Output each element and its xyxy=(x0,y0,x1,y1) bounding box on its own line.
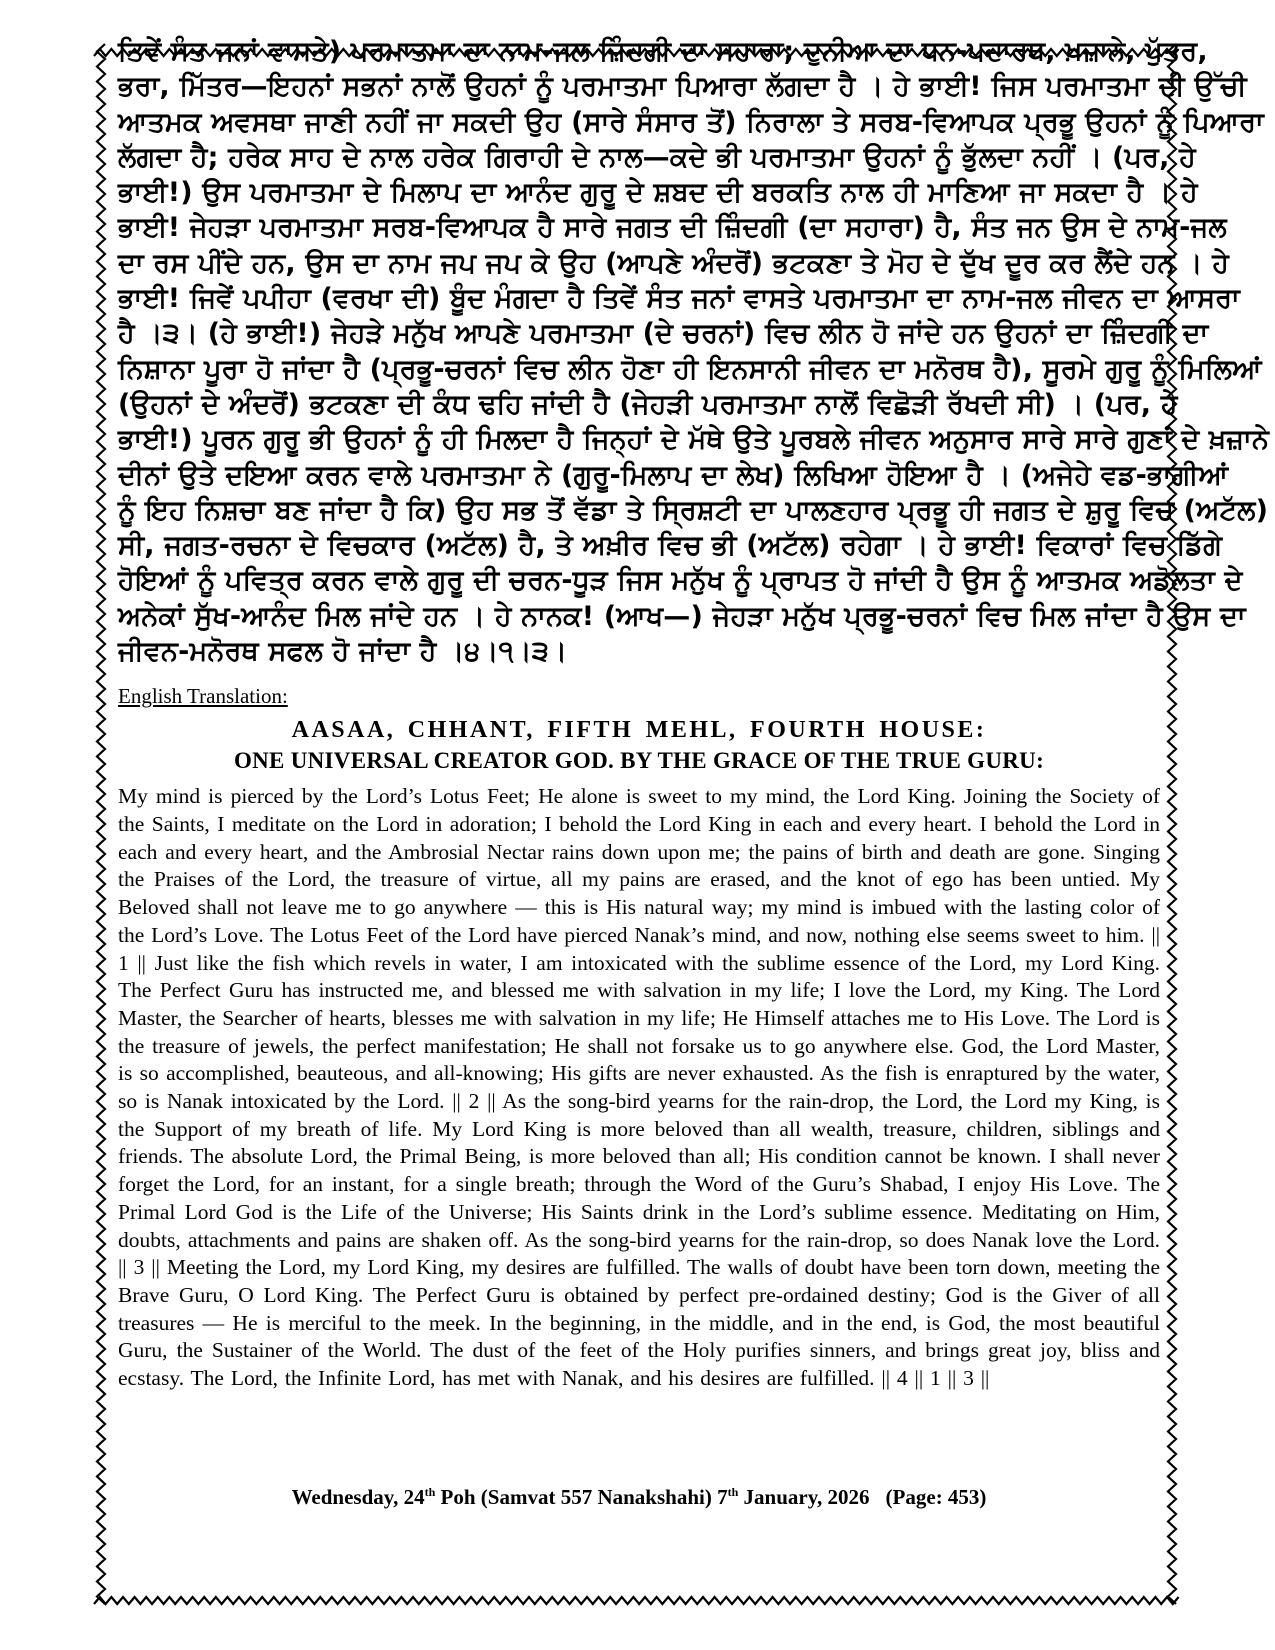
gurmukhi-line: ਸੀ, ਜਗਤ-ਰਚਨਾ ਦੇ ਵਿਚਕਾਰ (ਅਟੱਲ) ਹੈ, ਤੇ ਅਖ਼ੀਰ ਵਿਚ ਭੀ (ਅਟੱਲ) ਰਹੇਗਾ । ਹੇ ਭਾਈ! ਵਿਕਾਰਾਂ ਵਿਚ ਡਿੱਗੇ xyxy=(118,530,1223,562)
footer-ordinal: th xyxy=(424,1485,436,1499)
footer-date-part: January, 2026 xyxy=(738,1485,870,1509)
zigzag-border-left xyxy=(94,44,108,1604)
footer-date-part: Wednesday, 24 xyxy=(291,1485,425,1509)
gurmukhi-line: ਨੂੰ ਇਹ ਨਿਸ਼ਚਾ ਬਣ ਜਾਂਦਾ ਹੈ ਕਿ) ਉਹ ਸਭ ਤੋਂ ਵੱਡਾ ਤੇ ਸ੍ਰਿਸ਼ਟੀ ਦਾ ਪਾਲਣਹਾਰ ਪ੍ਰਭੂ ਹੀ ਜਗਤ ਦੇ ਸ਼ੁਰੂ ਵਿਚ (ਅਟੱਲ) xyxy=(118,494,1269,526)
gurmukhi-line: ਭਾਈ! ਜੇਹੜਾ ਪਰਮਾਤਮਾ ਸਰਬ-ਵਿਆਪਕ ਹੈ ਸਾਰੇ ਜਗਤ ਦੀ ਜ਼ਿੰਦਗੀ (ਦਾ ਸਹਾਰਾ) ਹੈ, ਸੰਤ ਜਨ ਉਸ ਦੇ ਨਾਮ-ਜਲ xyxy=(118,212,1227,244)
page-content xyxy=(118,34,1270,1393)
gurmukhi-line: ਅਨੇਕਾਂ ਸੁੱਖ-ਆਨੰਦ ਮਿਲ ਜਾਂਦੇ ਹਨ । ਹੇ ਨਾਨਕ! (ਆਖ—) ਜੇਹੜਾ ਮਨੁੱਖ ਪ੍ਰਭੂ-ਚਰਨਾਂ ਵਿਚ ਮਿਲ ਜਾਂਦਾ ਹੈ ਉਸ ਦਾ xyxy=(118,600,1246,632)
gurmukhi-line: ਭਾਈ!) ਉਸ ਪਰਮਾਤਮਾ ਦੇ ਮਿਲਾਪ ਦਾ ਆਨੰਦ ਗੁਰੂ ਦੇ ਸ਼ਬਦ ਦੀ ਬਰਕਤਿ ਨਾਲ ਹੀ ਮਾਣਿਆ ਜਾ ਸਕਦਾ ਹੈ । ਹੇ xyxy=(118,177,1198,209)
page-number: (Page: 453) xyxy=(885,1485,987,1509)
zigzag-border-bottom xyxy=(94,1592,1178,1606)
shabad-heading: AASAA, CHHANT, FIFTH MEHL, FOURTH HOUSE: xyxy=(291,717,987,744)
gurmukhi-line: ਹੋਇਆਂ ਨੂੰ ਪਵਿਤ੍ਰ ਕਰਨ ਵਾਲੇ ਗੁਰੂ ਦੀ ਚਰਨ-ਧੂੜ ਜਿਸ ਮਨੁੱਖ ਨੂੰ ਪ੍ਰਾਪਤ ਹੋ ਜਾਂਦੀ ਹੈ ਉਸ ਨੂੰ ਆਤਮਕ ਅਡੋਲਤਾ ਦੇ xyxy=(118,565,1243,597)
footer-ordinal: th xyxy=(727,1485,739,1499)
gurmukhi-commentary xyxy=(118,34,1270,669)
mool-mantar-heading: ONE UNIVERSAL CREATOR GOD. BY THE GRACE OF THE TRUE GURU: xyxy=(233,748,1045,774)
gurmukhi-line: ਜੀਵਨ-ਮਨੋਰਥ ਸਫਲ ਹੋ ਜਾਂਦਾ ਹੈ ।੪।੧।੩। xyxy=(118,636,568,668)
gurmukhi-line: ਭਾਈ!) ਪੂਰਨ ਗੁਰੂ ਭੀ ਉਹਨਾਂ ਨੂੰ ਹੀ ਮਿਲਦਾ ਹੈ ਜਿਨ੍ਹਾਂ ਦੇ ਮੱਥੇ ਉਤੇ ਪੂਰਬਲੇ ਜੀਵਨ ਅਨੁਸਾਰ ਸਾਰੇ ਸਾਰੇ ਗੁਣਾਂ ਦੇ ਖ਼ਜ਼ਾਨੇ xyxy=(118,424,1270,456)
footer-date-part: Poh (Samvat 557 Nanakshahi) 7 xyxy=(435,1485,728,1509)
english-translation-body: My mind is pierced by the Lord’s Lotus Feet; He alone is sweet to my mind, the Lord King. Joining the Society of the Saints, I meditate on the Lord in adoration; I behold the Lord King in each and every heart. I behold the Lord in each and every heart, and the Ambrosial Nectar rains down upon me; the pains of birth and death are gone. Singing the Praises of the Lord, the treasure of virtue, all my pains are erased, and the knot of ego has been untied. My Beloved shall not leave me to go anywhere — this is His natural way; my mind is imbued with the lasting color of the Lord’s Love. The Lotus Feet of the Lord have pierced Nanak’s mind, and now, nothing else seems sweet to him. || 1 || Just like the fish which revels in water, I am intoxicated with the sublime essence of the Lord, my Lord King. The Perfect Guru has instructed me, and blessed me with salvation in my life; I love the Lord, my King. The Lord Master, the Searcher of hearts, blesses me with salvation in my life; He Himself attaches me to His Love. The Lord is the treasure of jewels, the perfect manifestation; He shall not forsake us to go anywhere else. God, the Lord Master, is so accomplished, beauteous, and all-knowing; His gifts are never exhausted. As the fish is enraptured by the water, so is Nanak intoxicated by the Lord. || 2 || As the song-bird yearns for the rain-drop, the Lord, the Lord my King, is the Support of my breath of life. My Lord King is more beloved than all wealth, treasure, children, siblings and friends. The absolute Lord, the Primal Being, is more beloved than all; His condition cannot be known. I shall never forget the Lord, for an instant, for a single breath; through the Word of the Guru’s Shabad, I enjoy His Love. The Primal Lord God is the Life of the Universe; His Saints drink in the Lord’s sublime essence. Meditating on Him, doubts, attachments and pains are shaken off. As the song-bird yearns for the rain-drop, so does Nanak love the Lord. || 3 || Meeting the Lord, my Lord King, my desires are fulfilled. The walls of doubt have been torn down, meeting the Brave Guru, O Lord King. The Perfect Guru is obtained by perfect pre-ordained destiny; God is the Giver of all treasures — He is merciful to the meek. In the beginning, in the middle, and in the end, is God, the most beautiful Guru, the Sustainer of the World. The dust of the feet of the Holy purifies sinners, and brings great joy, bliss and ecstasy. The Lord, the Infinite Lord, has met with Nanak, and his desires are fulfilled. || 4 || 1 || 3 || xyxy=(118,784,1161,1391)
gurmukhi-line: ਭਾਈ! ਜਿਵੇਂ ਪਪੀਹਾ (ਵਰਖਾ ਦੀ) ਬੂੰਦ ਮੰਗਦਾ ਹੈ ਤਿਵੇਂ ਸੰਤ ਜਨਾਂ ਵਾਸਤੇ ਪਰਮਾਤਮਾ ਦਾ ਨਾਮ-ਜਲ ਜੀਵਨ ਦਾ ਆਸਰਾ xyxy=(118,283,1240,315)
gurmukhi-line: (ਉਹਨਾਂ ਦੇ ਅੰਦਰੋਂ) ਭਟਕਣਾ ਦੀ ਕੰਧ ਢਹਿ ਜਾਂਦੀ ਹੈ (ਜੇਹੜੀ ਪਰਮਾਤਮਾ ਨਾਲੋਂ ਵਿਛੋੜੀ ਰੱਖਦੀ ਸੀ) । (ਪਰ, ਹੇ xyxy=(118,388,1178,420)
gurmukhi-line: ਭਰਾ, ਮਿੱਤਰ—ਇਹਨਾਂ ਸਭਨਾਂ ਨਾਲੋਂ ਉਹਨਾਂ ਨੂੰ ਪਰਮਾਤਮਾ ਪਿਆਰਾ ਲੱਗਦਾ ਹੈ । ਹੇ ਭਾਈ! ਜਿਸ ਪਰਮਾਤਮਾ ਦੀ ਉੱਚੀ xyxy=(118,71,1247,103)
gurmukhi-line: ਦਾ ਰਸ ਪੀਂਦੇ ਹਨ, ਉਸ ਦਾ ਨਾਮ ਜਪ ਜਪ ਕੇ ਉਹ (ਆਪਣੇ ਅੰਦਰੋਂ) ਭਟਕਣਾ ਤੇ ਮੋਹ ਦੇ ਦੁੱਖ ਦੂਰ ਕਰ ਲੈਂਦੇ ਹਨ । ਹੇ xyxy=(118,247,1229,279)
gurmukhi-line: ਆਤਮਕ ਅਵਸਥਾ ਜਾਣੀ ਨਹੀਂ ਜਾ ਸਕਦੀ ਉਹ (ਸਾਰੇ ਸੰਸਾਰ ਤੋਂ) ਨਿਰਾਲਾ ਤੇ ਸਰਬ-ਵਿਆਪਕ ਪ੍ਰਭੂ ਉਹਨਾਂ ਨੂੰ ਪਿਆਰਾ xyxy=(118,106,1264,138)
gurmukhi-line: ਦੀਨਾਂ ਉਤੇ ਦਇਆ ਕਰਨ ਵਾਲੇ ਪਰਮਾਤਮਾ ਨੇ (ਗੁਰੂ-ਮਿਲਾਪ ਦਾ ਲੇਖ) ਲਿਖਿਆ ਹੋਇਆ ਹੈ । (ਅਜੇਹੇ ਵਡ-ਭਾਗੀਆਂ xyxy=(118,459,1229,491)
gurmukhi-line: ਨਿਸ਼ਾਨਾ ਪੂਰਾ ਹੋ ਜਾਂਦਾ ਹੈ (ਪ੍ਰਭੂ-ਚਰਨਾਂ ਵਿਚ ਲੀਨ ਹੋਣਾ ਹੀ ਇਨਸਾਨੀ ਜੀਵਨ ਦਾ ਮਨੋਰਥ ਹੈ), ਸੂਰਮੇ ਗੁਰੂ ਨੂੰ ਮਿਲਿਆਂ xyxy=(118,353,1262,385)
gurmukhi-line: ਹੈ ।੩। (ਹੇ ਭਾਈ!) ਜੇਹੜੇ ਮਨੁੱਖ ਆਪਣੇ ਪਰਮਾਤਮਾ (ਦੇ ਚਰਨਾਂ) ਵਿਚ ਲੀਨ ਹੋ ਜਾਂਦੇ ਹਨ ਉਹਨਾਂ ਦਾ ਜ਼ਿੰਦਗੀ ਦਾ xyxy=(118,318,1209,350)
english-translation-label: English Translation: xyxy=(118,684,288,709)
gurmukhi-line: ਤਿਵੇਂ ਸੰਤ ਜਨਾਂ ਵਾਸਤੇ) ਪਰਮਾਤਮਾ ਦਾ ਨਾਮ-ਜਲ ਜ਼ਿੰਦਗੀ ਦਾ ਸਹਾਰਾ; ਦੁਨੀਆ ਦਾ ਧਨ-ਪਦਾਰਥ, ਖ਼ਜ਼ਾਨੇ, ਪੁੱਤਰ, xyxy=(118,36,1208,67)
gurmukhi-line: ਲੱਗਦਾ ਹੈ; ਹਰੇਕ ਸਾਹ ਦੇ ਨਾਲ ਹਰੇਕ ਗਿਰਾਹੀ ਦੇ ਨਾਲ—ਕਦੇ ਭੀ ਪਰਮਾਤਮਾ ਉਹਨਾਂ ਨੂੰ ਭੁੱਲਦਾ ਨਹੀਂ । (ਪਰ, ਹੇ xyxy=(118,141,1196,173)
date-page-footer xyxy=(118,1484,1160,1510)
